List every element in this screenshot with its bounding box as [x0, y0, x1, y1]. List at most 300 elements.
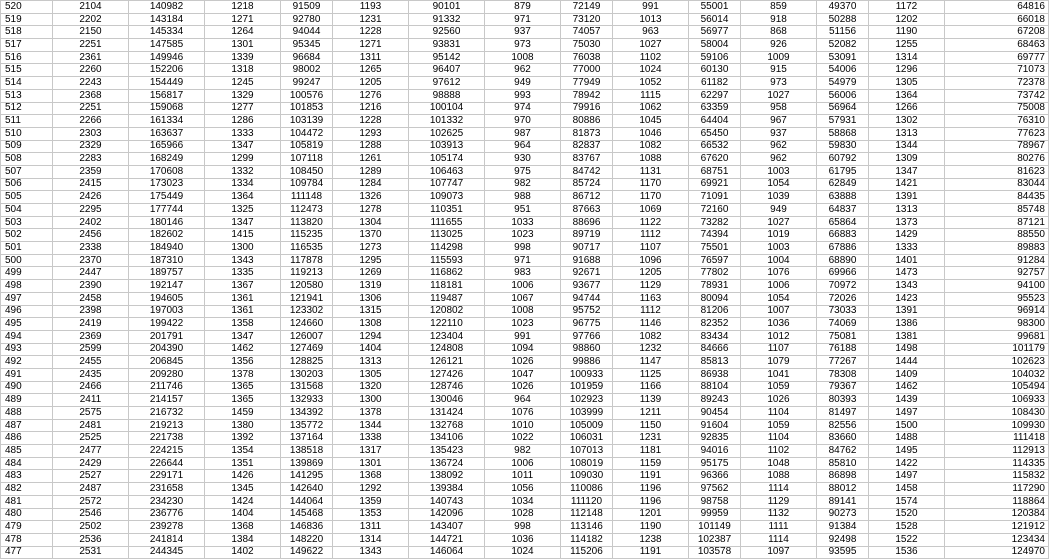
table-cell: 142096 [409, 508, 485, 521]
table-cell: 236776 [129, 508, 205, 521]
table-cell: 2447 [53, 267, 129, 280]
table-cell: 182602 [129, 229, 205, 242]
table-cell: 2426 [53, 191, 129, 204]
table-cell: 117878 [281, 254, 333, 267]
table-cell: 80094 [689, 292, 741, 305]
table-row [1, 191, 1049, 204]
table-row [1, 533, 1049, 546]
table-cell: 1024 [485, 546, 561, 559]
table-cell: 2477 [53, 445, 129, 458]
table-cell: 1423 [869, 292, 945, 305]
table-cell: 72026 [817, 292, 869, 305]
table-cell: 1076 [485, 407, 561, 420]
table-cell: 1102 [741, 445, 817, 458]
table-cell: 1286 [205, 115, 281, 128]
table-cell: 1139 [613, 394, 689, 407]
table-row [1, 419, 1049, 432]
table-cell: 1364 [205, 191, 281, 204]
table-cell: 98300 [945, 318, 1049, 331]
table-cell: 75008 [945, 102, 1049, 115]
table-cell: 216732 [129, 407, 205, 420]
table-cell: 135772 [281, 419, 333, 432]
table-cell: 1004 [741, 254, 817, 267]
table-cell: 962 [741, 140, 817, 153]
table-cell: 113820 [281, 216, 333, 229]
table-cell: 189757 [129, 267, 205, 280]
table-cell: 59106 [689, 51, 741, 64]
table-cell: 92780 [281, 13, 333, 26]
table-cell: 149622 [281, 546, 333, 559]
table-cell: 2329 [53, 140, 129, 153]
table-cell: 971 [485, 13, 561, 26]
table-cell: 107013 [561, 445, 613, 458]
table-cell: 154449 [129, 77, 205, 90]
table-cell: 139869 [281, 457, 333, 470]
table-cell: 1459 [205, 407, 281, 420]
score-cell: 495 [1, 318, 53, 331]
table-cell: 126007 [281, 330, 333, 343]
table-cell: 1132 [741, 508, 817, 521]
table-cell: 1384 [205, 533, 281, 546]
table-cell: 2359 [53, 165, 129, 178]
table-cell: 214157 [129, 394, 205, 407]
table-cell: 1347 [205, 216, 281, 229]
table-cell: 1368 [333, 470, 409, 483]
table-cell: 2368 [53, 89, 129, 102]
table-cell: 982 [485, 445, 561, 458]
table-cell: 100576 [281, 89, 333, 102]
table-cell: 1351 [205, 457, 281, 470]
table-cell: 1202 [869, 13, 945, 26]
table-row [1, 242, 1049, 255]
table-cell: 99681 [945, 330, 1049, 343]
table-cell: 112148 [561, 508, 613, 521]
score-cell: 508 [1, 153, 53, 166]
table-cell: 983 [485, 267, 561, 280]
table-cell: 73033 [817, 305, 869, 318]
table-cell: 127426 [409, 368, 485, 381]
table-cell: 89883 [945, 242, 1049, 255]
table-cell: 77267 [817, 356, 869, 369]
table-cell: 192147 [129, 280, 205, 293]
table-cell: 111655 [409, 216, 485, 229]
table-cell: 72378 [945, 77, 1049, 90]
table-cell: 1528 [869, 521, 945, 534]
table-cell: 1343 [205, 254, 281, 267]
table-row [1, 445, 1049, 458]
score-cell: 487 [1, 419, 53, 432]
table-cell: 1401 [869, 254, 945, 267]
table-cell: 101149 [689, 521, 741, 534]
score-cell: 500 [1, 254, 53, 267]
table-cell: 991 [485, 330, 561, 343]
table-cell: 975 [485, 165, 561, 178]
table-cell: 1006 [485, 457, 561, 470]
table-cell: 915 [741, 64, 817, 77]
table-cell: 1288 [333, 140, 409, 153]
table-cell: 2402 [53, 216, 129, 229]
table-cell: 107747 [409, 178, 485, 191]
table-cell: 1011 [485, 470, 561, 483]
table-cell: 130046 [409, 394, 485, 407]
table-cell: 1228 [333, 26, 409, 39]
table-cell: 108019 [561, 457, 613, 470]
table-cell: 97612 [409, 77, 485, 90]
table-cell: 1361 [205, 292, 281, 305]
table-cell: 1218 [205, 1, 281, 14]
table-cell: 1313 [869, 204, 945, 217]
table-cell: 99886 [561, 356, 613, 369]
table-cell: 231658 [129, 483, 205, 496]
table-cell: 1261 [333, 153, 409, 166]
table-cell: 120802 [409, 305, 485, 318]
table-cell: 1114 [741, 483, 817, 496]
table-row [1, 343, 1049, 356]
score-cell: 512 [1, 102, 53, 115]
table-cell: 132768 [409, 419, 485, 432]
table-cell: 161334 [129, 115, 205, 128]
table-cell: 234230 [129, 495, 205, 508]
table-cell: 136724 [409, 457, 485, 470]
table-cell: 141295 [281, 470, 333, 483]
table-cell: 1104 [741, 407, 817, 420]
table-cell: 1045 [613, 115, 689, 128]
table-cell: 1391 [869, 305, 945, 318]
table-cell: 1317 [333, 445, 409, 458]
table-cell: 90717 [561, 242, 613, 255]
score-cell: 486 [1, 432, 53, 445]
table-cell: 1131 [613, 165, 689, 178]
table-cell: 75030 [561, 39, 613, 52]
table-cell: 132933 [281, 394, 333, 407]
table-cell: 1190 [613, 521, 689, 534]
table-cell: 81873 [561, 127, 613, 140]
table-cell: 2531 [53, 546, 129, 559]
table-cell: 68751 [689, 165, 741, 178]
table-row [1, 457, 1049, 470]
table-cell: 65864 [817, 216, 869, 229]
table-cell: 106463 [409, 165, 485, 178]
table-cell: 1305 [869, 77, 945, 90]
score-cell: 498 [1, 280, 53, 293]
table-cell: 119213 [281, 267, 333, 280]
table-cell: 2104 [53, 1, 129, 14]
table-cell: 1216 [333, 102, 409, 115]
table-cell: 84666 [689, 343, 741, 356]
score-table-body [1, 1, 1049, 559]
table-cell: 879 [485, 1, 561, 14]
table-cell: 93595 [817, 546, 869, 559]
table-cell: 1354 [205, 445, 281, 458]
table-cell: 239278 [129, 521, 205, 534]
table-cell: 1112 [613, 305, 689, 318]
table-cell: 2361 [53, 51, 129, 64]
table-cell: 131424 [409, 407, 485, 420]
table-cell: 1378 [333, 407, 409, 420]
table-cell: 1488 [869, 432, 945, 445]
table-cell: 1574 [869, 495, 945, 508]
table-cell: 102387 [689, 533, 741, 546]
table-cell: 123302 [281, 305, 333, 318]
score-cell: 519 [1, 13, 53, 26]
table-cell: 1347 [869, 165, 945, 178]
table-cell: 184940 [129, 242, 205, 255]
table-cell: 2338 [53, 242, 129, 255]
table-cell: 1353 [333, 508, 409, 521]
score-cell: 501 [1, 242, 53, 255]
table-cell: 83044 [945, 178, 1049, 191]
table-cell: 221738 [129, 432, 205, 445]
table-cell: 72149 [561, 1, 613, 14]
table-cell: 2390 [53, 280, 129, 293]
table-cell: 75501 [689, 242, 741, 255]
table-cell: 111120 [561, 495, 613, 508]
table-cell: 958 [741, 102, 817, 115]
table-cell: 988 [485, 191, 561, 204]
table-cell: 868 [741, 26, 817, 39]
table-cell: 103139 [281, 115, 333, 128]
table-cell: 1462 [205, 343, 281, 356]
table-cell: 114335 [945, 457, 1049, 470]
table-cell: 1302 [869, 115, 945, 128]
table-cell: 53091 [817, 51, 869, 64]
score-cell: 515 [1, 64, 53, 77]
table-row [1, 165, 1049, 178]
table-cell: 1409 [869, 368, 945, 381]
table-cell: 76310 [945, 115, 1049, 128]
table-cell: 121912 [945, 521, 1049, 534]
table-cell: 89141 [817, 495, 869, 508]
table-cell: 78942 [561, 89, 613, 102]
table-cell: 1333 [869, 242, 945, 255]
table-cell: 2502 [53, 521, 129, 534]
table-cell: 1294 [333, 330, 409, 343]
score-cell: 516 [1, 51, 53, 64]
table-cell: 115593 [409, 254, 485, 267]
table-cell: 49370 [817, 1, 869, 14]
table-cell: 144721 [409, 533, 485, 546]
table-cell: 1520 [869, 508, 945, 521]
table-cell: 64837 [817, 204, 869, 217]
table-cell: 98888 [409, 89, 485, 102]
table-cell: 1082 [613, 140, 689, 153]
table-cell: 1036 [485, 533, 561, 546]
table-cell: 63359 [689, 102, 741, 115]
table-cell: 1082 [613, 330, 689, 343]
table-cell: 115235 [281, 229, 333, 242]
table-cell: 1003 [741, 165, 817, 178]
table-cell: 1062 [613, 102, 689, 115]
table-cell: 96914 [945, 305, 1049, 318]
table-cell: 1054 [741, 178, 817, 191]
table-cell: 117290 [945, 483, 1049, 496]
table-cell: 2370 [53, 254, 129, 267]
table-cell: 991 [613, 1, 689, 14]
table-cell: 1191 [613, 546, 689, 559]
table-cell: 1019 [741, 229, 817, 242]
table-cell: 91604 [689, 419, 741, 432]
table-cell: 85748 [945, 204, 1049, 217]
table-cell: 134392 [281, 407, 333, 420]
table-cell: 73120 [561, 13, 613, 26]
table-cell: 1266 [869, 102, 945, 115]
table-cell: 1335 [205, 267, 281, 280]
table-cell: 94744 [561, 292, 613, 305]
table-cell: 1315 [333, 305, 409, 318]
table-cell: 1284 [333, 178, 409, 191]
table-cell: 2398 [53, 305, 129, 318]
table-cell: 108430 [945, 407, 1049, 420]
table-cell: 59830 [817, 140, 869, 153]
table-row [1, 1, 1049, 14]
table-cell: 110086 [561, 483, 613, 496]
table-cell: 95175 [689, 457, 741, 470]
table-cell: 1404 [205, 508, 281, 521]
table-cell: 88104 [689, 381, 741, 394]
table-cell: 91384 [817, 521, 869, 534]
table-cell: 67886 [817, 242, 869, 255]
table-cell: 1370 [333, 229, 409, 242]
table-cell: 1364 [869, 89, 945, 102]
table-cell: 66018 [945, 13, 1049, 26]
table-cell: 90454 [689, 407, 741, 420]
table-row [1, 368, 1049, 381]
table-cell: 1150 [613, 419, 689, 432]
table-cell: 140982 [129, 1, 205, 14]
table-cell: 2599 [53, 343, 129, 356]
score-cell: 488 [1, 407, 53, 420]
table-cell: 962 [741, 153, 817, 166]
table-cell: 92498 [817, 533, 869, 546]
table-row [1, 39, 1049, 52]
table-cell: 102625 [409, 127, 485, 140]
table-cell: 113146 [561, 521, 613, 534]
table-cell: 1201 [613, 508, 689, 521]
table-cell: 1273 [333, 242, 409, 255]
table-row [1, 546, 1049, 559]
table-cell: 1231 [613, 432, 689, 445]
table-cell: 170608 [129, 165, 205, 178]
table-cell: 156817 [129, 89, 205, 102]
table-cell: 103913 [409, 140, 485, 153]
table-cell: 118864 [945, 495, 1049, 508]
table-cell: 1343 [333, 546, 409, 559]
table-cell: 1022 [485, 432, 561, 445]
table-cell: 91284 [945, 254, 1049, 267]
table-cell: 2251 [53, 39, 129, 52]
table-cell: 124660 [281, 318, 333, 331]
table-cell: 987 [485, 127, 561, 140]
table-cell: 104032 [945, 368, 1049, 381]
table-row [1, 153, 1049, 166]
table-cell: 60792 [817, 153, 869, 166]
table-cell: 1024 [613, 64, 689, 77]
score-cell: 520 [1, 1, 53, 14]
table-cell: 1264 [205, 26, 281, 39]
table-cell: 1339 [205, 51, 281, 64]
table-cell: 974 [485, 102, 561, 115]
table-cell: 2283 [53, 153, 129, 166]
table-cell: 1172 [869, 1, 945, 14]
table-cell: 1292 [333, 483, 409, 496]
table-cell: 76597 [689, 254, 741, 267]
table-cell: 83434 [689, 330, 741, 343]
table-row [1, 470, 1049, 483]
table-cell: 1271 [333, 39, 409, 52]
table-cell: 77000 [561, 64, 613, 77]
table-cell: 1386 [869, 318, 945, 331]
table-cell: 1391 [869, 191, 945, 204]
score-cell: 489 [1, 394, 53, 407]
table-cell: 1181 [613, 445, 689, 458]
table-cell: 83660 [817, 432, 869, 445]
table-cell: 96407 [409, 64, 485, 77]
table-cell: 127469 [281, 343, 333, 356]
table-cell: 123434 [945, 533, 1049, 546]
table-cell: 134106 [409, 432, 485, 445]
table-cell: 971 [485, 254, 561, 267]
table-cell: 84435 [945, 191, 1049, 204]
table-cell: 937 [741, 127, 817, 140]
table-cell: 124808 [409, 343, 485, 356]
table-cell: 122110 [409, 318, 485, 331]
table-cell: 2572 [53, 495, 129, 508]
table-cell: 1114 [741, 533, 817, 546]
table-cell: 1439 [869, 394, 945, 407]
table-cell: 1111 [741, 521, 817, 534]
table-cell: 55001 [689, 1, 741, 14]
table-cell: 75081 [817, 330, 869, 343]
table-cell: 79367 [817, 381, 869, 394]
table-cell: 121941 [281, 292, 333, 305]
table-cell: 76188 [817, 343, 869, 356]
table-cell: 140743 [409, 495, 485, 508]
table-cell: 145334 [129, 26, 205, 39]
table-cell: 1159 [613, 457, 689, 470]
table-cell: 1421 [869, 178, 945, 191]
table-cell: 930 [485, 153, 561, 166]
table-cell: 104472 [281, 127, 333, 140]
score-cell: 509 [1, 140, 53, 153]
table-cell: 110351 [409, 204, 485, 217]
table-cell: 1023 [485, 318, 561, 331]
table-cell: 998 [485, 521, 561, 534]
table-cell: 88696 [561, 216, 613, 229]
table-cell: 86938 [689, 368, 741, 381]
table-cell: 2251 [53, 102, 129, 115]
table-cell: 963 [613, 26, 689, 39]
table-cell: 1402 [205, 546, 281, 559]
table-cell: 84742 [561, 165, 613, 178]
table-cell: 91332 [409, 13, 485, 26]
table-cell: 102923 [561, 394, 613, 407]
table-row [1, 508, 1049, 521]
score-cell: 494 [1, 330, 53, 343]
table-cell: 1205 [333, 77, 409, 90]
table-cell: 114182 [561, 533, 613, 546]
table-cell: 111148 [281, 191, 333, 204]
table-cell: 2546 [53, 508, 129, 521]
table-cell: 1426 [205, 470, 281, 483]
table-cell: 102623 [945, 356, 1049, 369]
score-cell: 504 [1, 204, 53, 217]
table-cell: 1205 [613, 267, 689, 280]
table-cell: 1498 [869, 343, 945, 356]
table-cell: 126121 [409, 356, 485, 369]
table-cell: 81497 [817, 407, 869, 420]
table-cell: 1107 [613, 242, 689, 255]
table-cell: 2536 [53, 533, 129, 546]
